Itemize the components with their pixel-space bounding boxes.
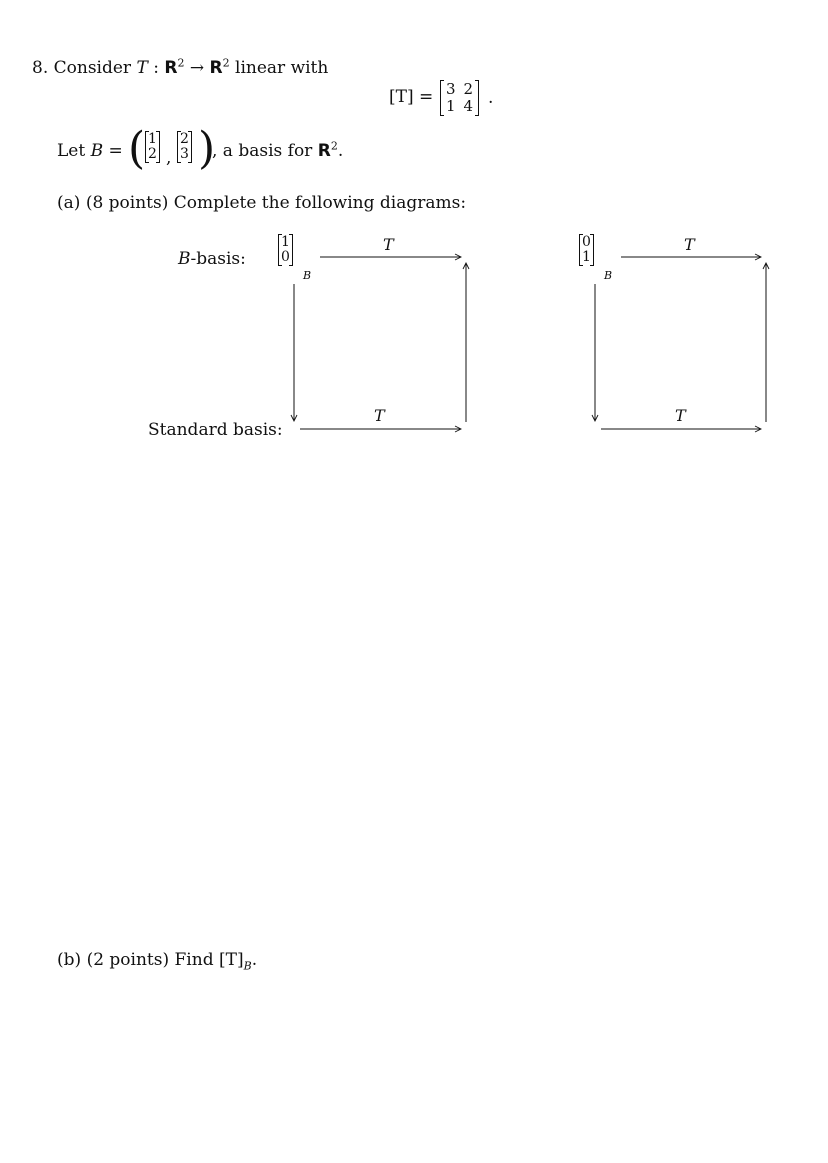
right-diagram-subscript: B: [604, 269, 613, 282]
vector-entry: 0: [281, 249, 290, 265]
domain-space: R: [164, 58, 178, 78]
part-b-text: Find: [174, 950, 214, 970]
matrix-entry: 4: [463, 97, 474, 115]
basis-name: B: [90, 141, 104, 161]
vector-entry: 2: [148, 146, 157, 162]
part-b-target: [T]: [219, 950, 244, 970]
part-b-period: .: [251, 950, 258, 970]
maps-to-arrow: →: [189, 58, 205, 78]
domain-exponent: 2: [177, 56, 185, 70]
b-basis-symbol: B: [178, 249, 191, 269]
colon: :: [153, 58, 159, 78]
right-bottom-arrow-label: T: [675, 406, 686, 425]
matrix-equals: =: [419, 87, 434, 107]
matrix-entry: 2: [463, 80, 474, 98]
part-a-text: Complete the following diagrams:: [173, 193, 467, 213]
vector-entry: 1: [148, 131, 157, 147]
problem-intro: Consider: [53, 58, 132, 78]
left-top-arrow-label: T: [383, 235, 394, 254]
matrix-entry: 3: [446, 80, 456, 98]
part-b: [57, 950, 258, 973]
let-text: Let: [57, 141, 86, 161]
codomain-exponent: 2: [222, 56, 230, 70]
matrix-T-label: [T]: [389, 87, 414, 107]
vector-entry: 1: [582, 249, 591, 265]
left-paren: (: [128, 123, 146, 174]
part-b-label: (b): [57, 950, 82, 970]
problem-number: 8.: [32, 58, 49, 78]
part-a-points: (8 points): [85, 193, 169, 213]
vector-entry: 0: [582, 234, 591, 250]
basis-comma: ,: [166, 148, 172, 168]
basis-period: .: [337, 141, 344, 161]
vector-entry: 3: [180, 146, 189, 162]
part-b-points: (2 points): [86, 950, 170, 970]
matrix-entry: 1: [446, 97, 456, 115]
problem-intro-tail: linear with: [235, 58, 329, 78]
right-paren: ): [198, 123, 216, 174]
part-b-subscript: B: [243, 959, 252, 973]
part-a-label: (a): [57, 193, 81, 213]
basis-space: R: [317, 141, 331, 161]
codomain-space: R: [209, 58, 223, 78]
b-basis-text: -basis:: [190, 249, 246, 269]
basis-space-exponent: 2: [330, 139, 338, 153]
basis-tail-text: , a basis for: [212, 141, 313, 161]
matrix-period: .: [488, 88, 494, 108]
standard-basis-label: Standard basis:: [148, 420, 283, 440]
vector-entry: 2: [180, 131, 189, 147]
vector-entry: 1: [281, 234, 290, 250]
right-top-arrow-label: T: [684, 235, 695, 254]
left-bottom-arrow-label: T: [374, 406, 385, 425]
map-symbol: T: [136, 58, 148, 78]
basis-equals: =: [108, 141, 123, 161]
left-diagram-subscript: B: [303, 269, 312, 282]
